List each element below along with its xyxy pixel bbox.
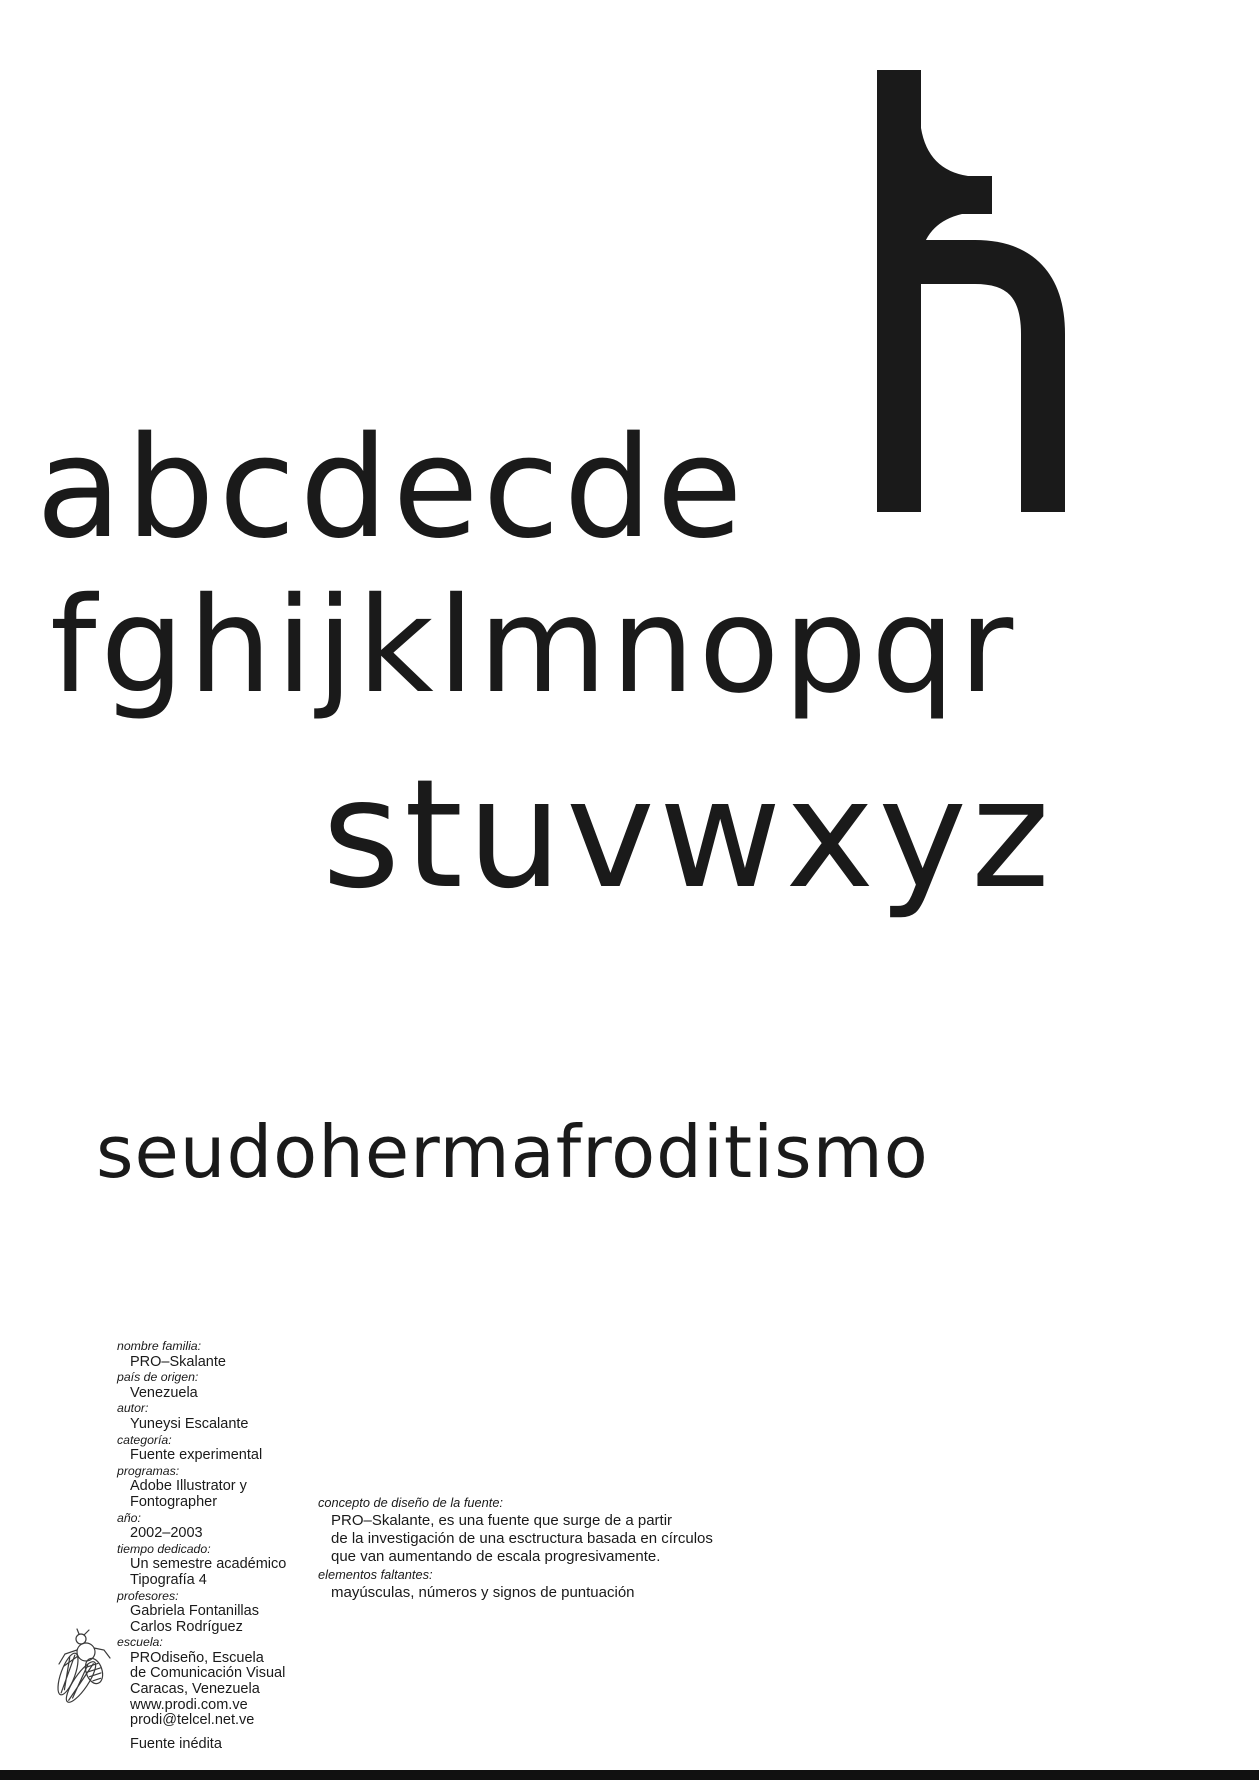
info-value-school-3: Caracas, Venezuela: [130, 1681, 260, 1698]
info-label-tiempo-dedicado: tiempo dedicado:: [117, 1541, 211, 1556]
bottom-edge-bar: [0, 1770, 1259, 1780]
info-value-category: Fuente experimental: [130, 1447, 263, 1464]
info-value-author: Yuneysi Escalante: [130, 1415, 249, 1432]
info-label-pais-origen: país de origen:: [117, 1370, 199, 1385]
info-footnote: Fuente inédita: [130, 1735, 222, 1752]
alphabet-row-1: abcdecde: [36, 407, 747, 570]
info-value-school-1: PROdiseño, Escuela: [130, 1649, 264, 1666]
info-value-family-name: PRO–Skalante: [130, 1353, 226, 1370]
concept-panel: [318, 1494, 788, 1602]
info-label-nombre-familia: nombre familia:: [117, 1339, 202, 1353]
info-value-professor-1: Gabriela Fontanillas: [130, 1603, 259, 1620]
info-value-year: 2002–2003: [130, 1525, 203, 1542]
info-label-programas: programas:: [117, 1463, 180, 1478]
info-value-time-1: Un semestre académico: [130, 1556, 287, 1573]
fly-illustration-icon: [48, 1628, 123, 1720]
info-label-escuela: escuela:: [117, 1635, 163, 1650]
info-label-autor: autor:: [117, 1401, 149, 1416]
concept-line-3: que van aumentando de escala progresivamente.: [331, 1548, 661, 1565]
concept-missing-line: mayúsculas, números y signos de puntuación: [331, 1584, 635, 1601]
concept-line-2: de la investigación de una esctructura basada en círculos: [331, 1530, 713, 1547]
info-label-ano: año:: [117, 1510, 141, 1525]
concept-label-design: concepto de diseño de la fuente:: [318, 1495, 503, 1510]
alphabet-row-2: fghijklmnopqr: [50, 569, 1018, 723]
alphabet-row-3: stuvwxyz: [322, 748, 1054, 922]
info-value-professor-2: Carlos Rodríguez: [130, 1618, 243, 1635]
info-value-programs-1: Adobe Illustrator y: [130, 1478, 247, 1495]
concept-label-missing: elementos faltantes:: [318, 1567, 433, 1582]
info-label-categoria: categoría:: [117, 1432, 172, 1447]
info-value-school-2: de Comunicación Visual: [130, 1665, 286, 1682]
k-glyph-icon: [860, 62, 1072, 517]
info-value-country: Venezuela: [130, 1384, 198, 1401]
concept-line-1: PRO–Skalante, es una fuente que surge de a partir: [331, 1512, 673, 1529]
info-value-school-email: prodi@telcel.net.ve: [130, 1712, 255, 1729]
info-value-programs-2: Fontographer: [130, 1493, 218, 1510]
info-value-time-2: Tipografía 4: [130, 1571, 207, 1588]
info-label-profesores: profesores:: [117, 1588, 179, 1603]
font-info-panel: [117, 1339, 347, 1752]
info-value-school-website: www.prodi.com.ve: [130, 1696, 248, 1713]
sample-word: seudohermafroditismo: [96, 1110, 929, 1194]
